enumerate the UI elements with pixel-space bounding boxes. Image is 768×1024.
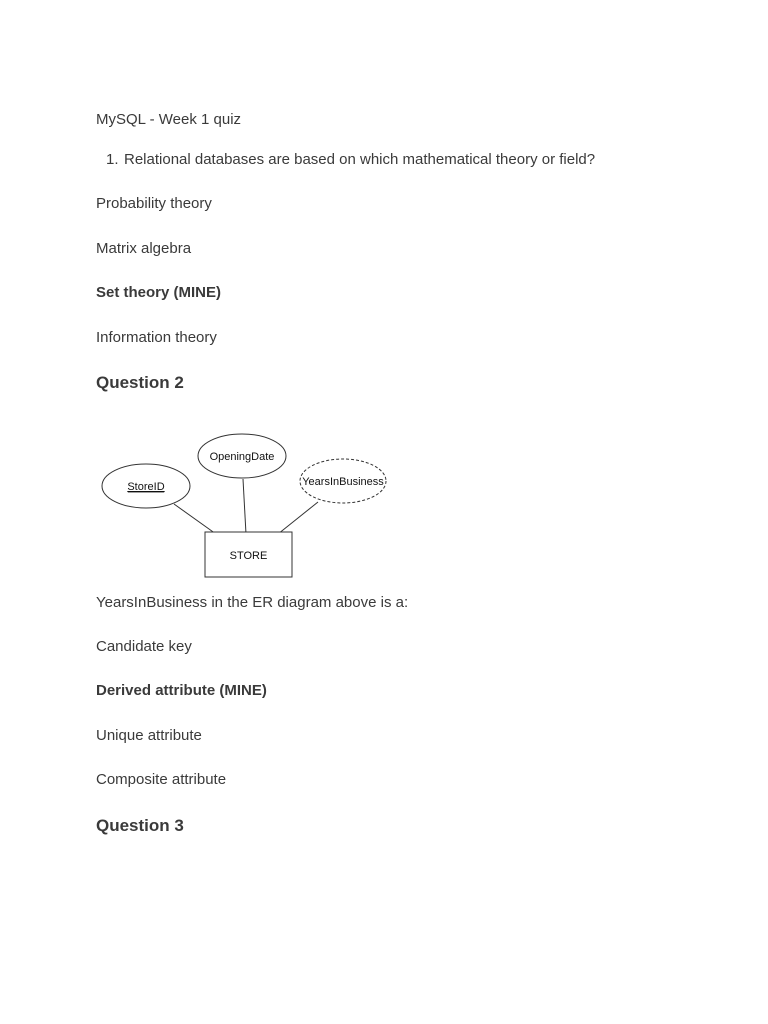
question-1	[96, 150, 595, 170]
q2-option-1: Candidate key	[96, 638, 192, 655]
connector-yearsinbusiness	[278, 502, 318, 534]
question-3-heading: Question 3	[96, 816, 184, 835]
question-2-text: YearsInBusiness in the ER diagram above is a:	[96, 594, 409, 611]
er-diagram	[96, 424, 396, 584]
attr-yearsinbusiness-label: YearsInBusiness	[302, 476, 384, 488]
q1-option-3-selected: Set theory (MINE)	[96, 284, 222, 301]
q2-option-4: Composite attribute	[96, 771, 227, 788]
q2-option-3: Unique attribute	[96, 727, 202, 744]
q1-option-1: Probability theory	[96, 195, 212, 212]
question-1-number: 1.	[106, 151, 119, 168]
entity-store-label: STORE	[229, 550, 268, 562]
q1-option-4: Information theory	[96, 329, 217, 346]
attr-storeid-label: StoreID	[127, 481, 165, 493]
connector-openingdate	[243, 479, 246, 534]
question-2-heading: Question 2	[96, 373, 184, 392]
doc-title: MySQL - Week 1 quiz	[96, 111, 242, 128]
q1-option-2: Matrix algebra	[96, 240, 192, 257]
connector-storeid	[174, 504, 216, 534]
q2-option-2-selected: Derived attribute (MINE)	[96, 682, 267, 699]
question-1-text: Relational databases are based on which mathematical theory or field?	[124, 151, 596, 168]
attr-openingdate-label: OpeningDate	[209, 451, 275, 463]
